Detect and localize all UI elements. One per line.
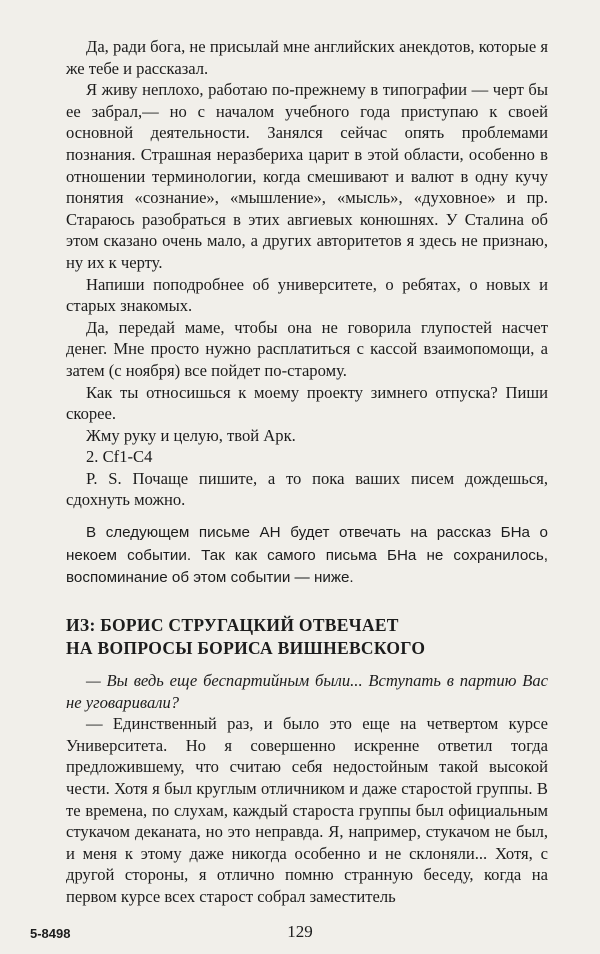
- section-heading: [66, 614, 548, 659]
- editor-note: [66, 522, 548, 590]
- letter-signature: Жму руку и целую, твой Арк.: [86, 425, 296, 445]
- letter-paragraph: Как ты относишься к моему проекту зимнего отпуска? Пиши скорее.: [66, 382, 548, 424]
- interview-question: — Вы ведь еще беспартийным были... Вступать в партию Вас не уговаривали?: [66, 671, 548, 712]
- editor-note-text: В следующем письме АН будет отвечать на рассказ БНа о некоем событии. Так как самого письма БНа не сохранилось, воспоминание об этом событии — ниже.: [66, 524, 548, 586]
- letter-paragraph: Напиши поподробнее об университете, о ребятах, о новых и старых знакомых.: [66, 274, 548, 316]
- letter-text: [66, 36, 548, 511]
- letter-postscript: P. S. Почаще пишите, а то пока ваших писем дождешься, сдохнуть можно.: [66, 468, 548, 510]
- page-number: 129: [287, 922, 313, 941]
- section-heading-line: НА ВОПРОСЫ БОРИСА ВИШНЕВСКОГО: [66, 637, 426, 658]
- print-code: 5-8498: [30, 926, 71, 941]
- section-heading-line: ИЗ: БОРИС СТРУГАЦКИЙ ОТВЕЧАЕТ: [66, 615, 399, 635]
- chess-move: 2. Cf1-C4: [86, 447, 153, 467]
- interview-answer: — Единственный раз, и было это еще на четвертом курсе Университета. Но я совершенно искренне ответил тогда предложившему, что считаю себя недостойным такой высокой чести. Хотя я был круглым отличником и даже старостой группы. В те времена, по слухам, каждый староста группы был официальным стукачом деканата, но это неправда. Я, например, стукачом не был, и меня к этому даже никогда особенно и не склоняли... Хотя, с другой стороны, я отлично помню странную беседу, когда на первом курсе всех старост собрал заместитель: [66, 714, 548, 906]
- interview-text: [66, 670, 548, 908]
- letter-paragraph: Да, передай маме, чтобы она не говорила глупостей насчет денег. Мне просто нужно расплатиться с кассой взаимопомощи, а затем (с ноября) все пойдет по-старому.: [66, 317, 548, 380]
- letter-paragraph: Да, ради бога, не присылай мне английских анекдотов, которые я же тебе и рассказал.: [66, 37, 548, 78]
- letter-paragraph: Я живу неплохо, работаю по-прежнему в типографии — черт бы ее забрал,— но с началом учебного года приступаю к своей основной деятельности. Занялся сейчас опять проблемами познания. Страшная неразбериха царит в этой области, особенно в отношении терминологии, когда смешивают и валют в одну кучу понятия «сознание», «мышление», «мысль», «духовное» и пр. Стараюсь разобраться в этих авгиевых конюшнях. У Сталина об этом сказано очень мало, а других авторитетов я здесь не признаю, ну их к черту.: [66, 80, 548, 272]
